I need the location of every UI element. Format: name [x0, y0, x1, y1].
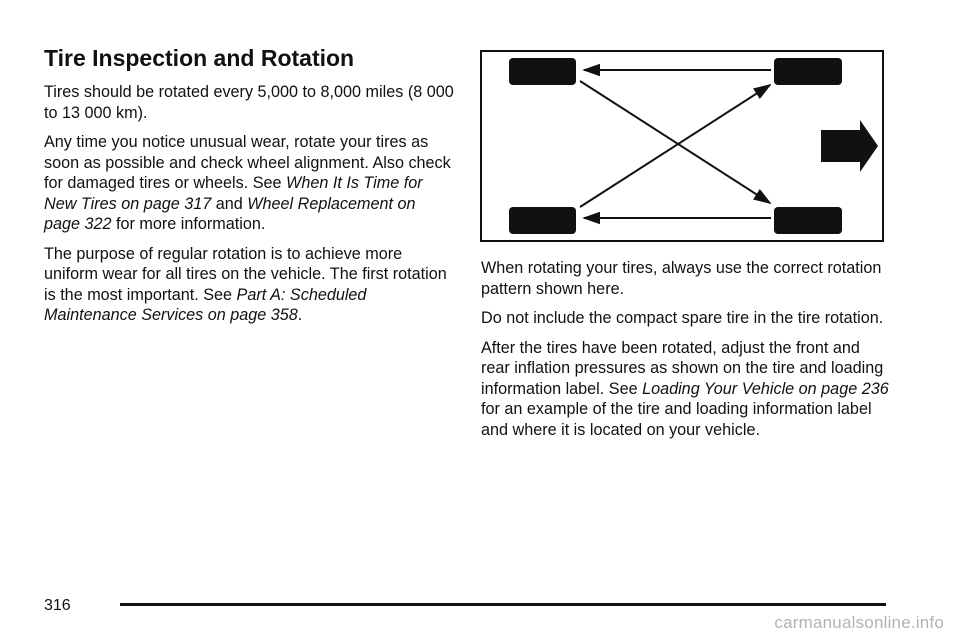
cross-reference: Loading Your Vehicle on page 236	[642, 379, 889, 398]
paragraph-purpose	[44, 244, 454, 326]
paragraph-compact-spare	[481, 308, 891, 329]
tire-icon	[509, 207, 576, 234]
watermark: carmanualsonline.info	[774, 613, 944, 632]
tire-icon	[509, 58, 576, 85]
page-number: 316	[44, 597, 71, 614]
body-text: Any time you notice unusual wear, rotate your tires as soon as possible and check wheel alignment. Also check for damaged tires or wheels. See	[44, 133, 451, 192]
cross-reference: When It Is Time for New Tires on page 317	[44, 174, 423, 213]
paragraph-rotation-interval	[44, 82, 454, 123]
cross-reference: Part A: Scheduled Maintenance Services on page 358	[44, 285, 367, 324]
tire-rotation-svg	[482, 52, 882, 240]
paragraph-rotation-pattern	[481, 258, 891, 299]
body-text: .	[297, 306, 303, 324]
body-text: The purpose of regular rotation is to achieve more uniform wear for all tires on the vehicle. The first rotation is the most important. See	[44, 244, 447, 304]
body-text: Do not include the compact spare tire in the tire rotation.	[481, 309, 884, 327]
body-text: When rotating your tires, always use the correct rotation pattern shown here.	[481, 259, 882, 298]
paragraph-unusual-wear	[44, 132, 454, 235]
footer-rule	[120, 603, 886, 606]
left-column	[44, 82, 454, 335]
body-text: Tires should be rotated every 5,000 to 8,000 miles (8 000 to 13 000 km).	[44, 83, 454, 122]
body-text: After the tires have been rotated, adjust the front and rear inflation pressures as shown on the tire and loading information label. See	[481, 338, 884, 398]
cross-reference: Wheel Replacement on page 322	[44, 194, 416, 233]
right-column	[481, 258, 891, 449]
rotation-arrow	[580, 85, 770, 207]
body-text: and	[211, 194, 248, 213]
tire-rotation-diagram	[480, 50, 884, 242]
page-title: Tire Inspection and Rotation	[44, 45, 355, 71]
body-text: for an example of the tire and loading information label and where it is located on your vehicle.	[481, 400, 872, 439]
paragraph-inflation	[481, 338, 891, 441]
tire-icon	[774, 207, 842, 234]
body-text: for more information.	[111, 215, 266, 233]
rotation-arrow	[580, 81, 770, 203]
direction-arrow-icon	[821, 120, 878, 172]
tire-icon	[774, 58, 842, 85]
